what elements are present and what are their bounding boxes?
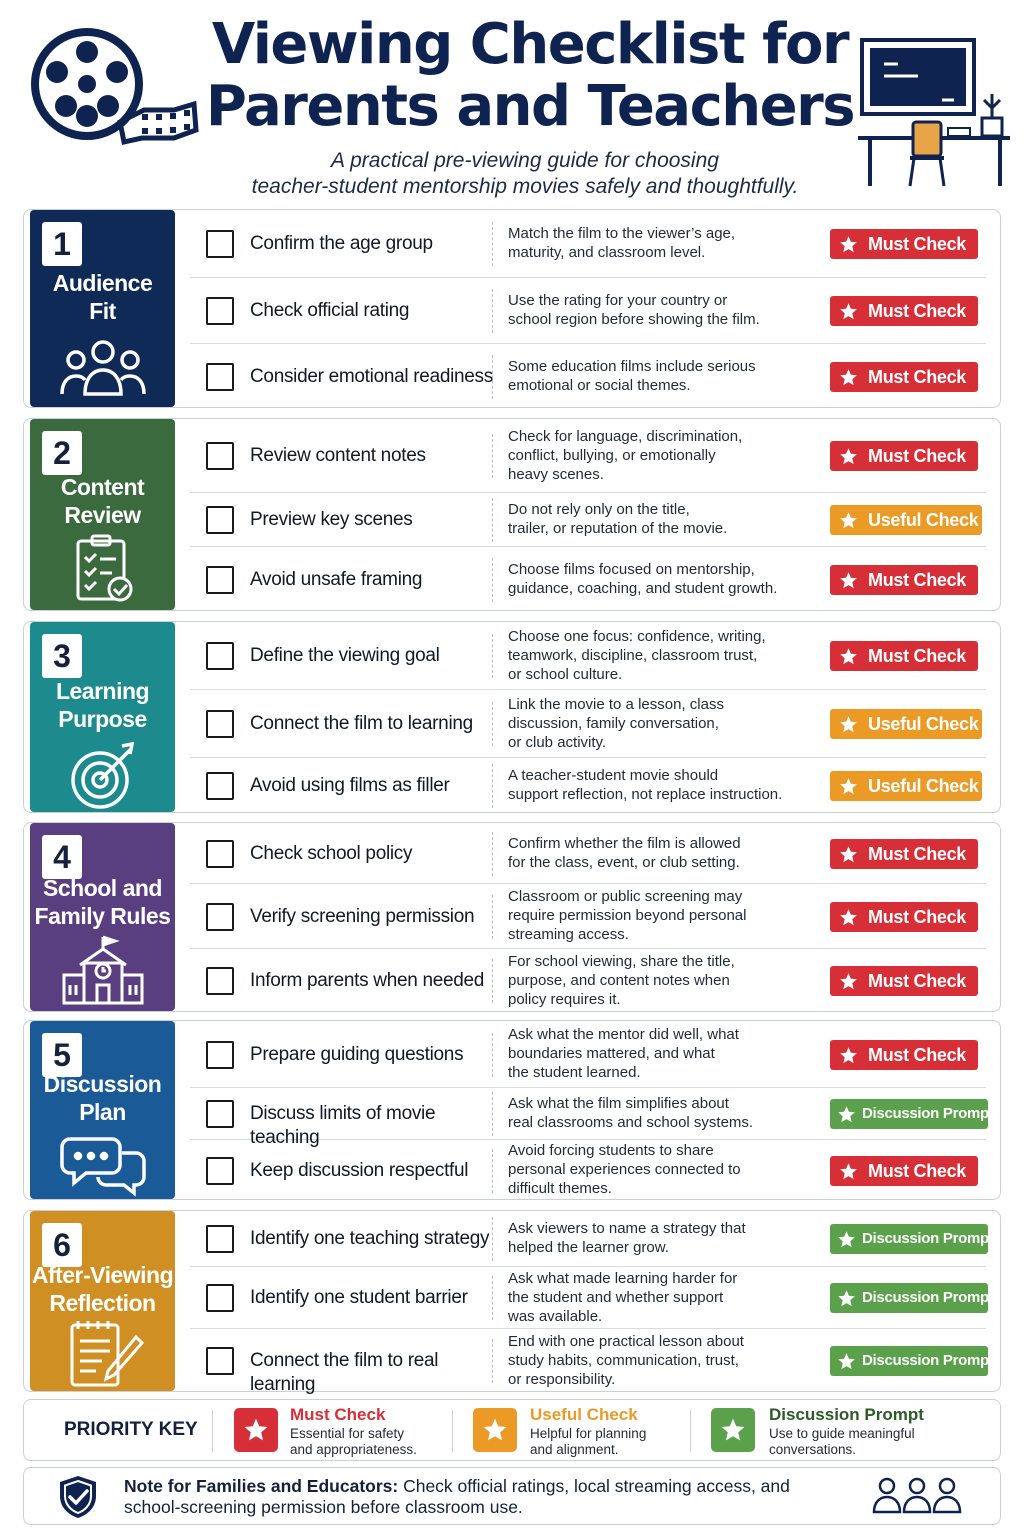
checkbox[interactable] bbox=[206, 1347, 234, 1375]
checkbox[interactable] bbox=[206, 363, 234, 391]
priority-badge bbox=[830, 641, 978, 671]
section-number: 3 bbox=[42, 634, 82, 678]
row-description-line: Confirm whether the film is allowed bbox=[508, 834, 741, 852]
divider bbox=[492, 558, 493, 602]
row-description-line: purpose, and content notes when bbox=[508, 971, 730, 989]
discussion-prompt-key-desc bbox=[769, 1426, 939, 1458]
checklist-row bbox=[190, 1021, 986, 1088]
priority-badge bbox=[830, 709, 982, 739]
priority-badge-label: Must Check bbox=[868, 1160, 967, 1181]
star-icon bbox=[837, 1289, 856, 1308]
checkbox[interactable] bbox=[206, 903, 234, 931]
row-description-line: study habits, communication, trust, bbox=[508, 1351, 739, 1369]
section-title-line: Learning bbox=[55, 678, 150, 704]
row-description bbox=[508, 1269, 808, 1326]
star-icon bbox=[839, 715, 858, 734]
page-subtitle bbox=[180, 148, 870, 200]
priority-badge-label: Useful Check bbox=[868, 776, 979, 796]
checklist-row bbox=[190, 1140, 986, 1201]
section-number: 1 bbox=[42, 222, 82, 266]
row-description-line: Some education films include serious bbox=[508, 357, 756, 375]
section-number: 2 bbox=[42, 431, 82, 475]
row-description bbox=[508, 1332, 808, 1389]
checklist-item-label: Consider emotional readiness bbox=[250, 365, 493, 387]
divider bbox=[690, 1410, 691, 1452]
row-description-line: or school culture. bbox=[508, 665, 623, 683]
row-description-line: Ask what the film simplifies about bbox=[508, 1095, 729, 1112]
checklist-item-label: Avoid using films as filler bbox=[250, 775, 450, 796]
row-description bbox=[508, 224, 808, 262]
checklist-row bbox=[190, 758, 986, 814]
checklist-item-label: Review content notes bbox=[250, 445, 426, 466]
section-title bbox=[30, 269, 175, 325]
checklist-item-label: Check official rating bbox=[250, 300, 410, 321]
checklist-item-label: Preview key scenes bbox=[250, 509, 413, 530]
star-icon bbox=[839, 302, 858, 321]
page-title bbox=[200, 14, 860, 138]
checklist-row bbox=[190, 493, 986, 547]
row-description-line: Ask what made learning harder for bbox=[508, 1269, 738, 1287]
star-icon bbox=[839, 972, 858, 991]
row-description bbox=[508, 500, 808, 538]
key-desc-line: and appropriateness. bbox=[290, 1442, 417, 1457]
divider bbox=[492, 222, 493, 266]
checkbox[interactable] bbox=[206, 297, 234, 325]
row-description-line: streaming access. bbox=[508, 926, 629, 943]
checkbox[interactable] bbox=[206, 442, 234, 470]
section-title-line: Purpose bbox=[58, 706, 147, 732]
priority-badge bbox=[830, 902, 978, 932]
checklist-row bbox=[190, 344, 986, 409]
chat-bubbles-icon bbox=[60, 1127, 146, 1197]
divider bbox=[212, 1410, 213, 1452]
row-description-line: the student learned. bbox=[508, 1064, 641, 1081]
row-description bbox=[508, 357, 808, 395]
checkbox[interactable] bbox=[206, 840, 234, 868]
section-header bbox=[30, 823, 175, 1011]
divider bbox=[492, 1033, 493, 1077]
divider bbox=[492, 895, 493, 939]
divider bbox=[492, 1149, 493, 1193]
row-description bbox=[508, 952, 808, 1009]
row-description bbox=[508, 887, 808, 944]
row-description-line: policy requires it. bbox=[508, 990, 621, 1008]
row-description-line: teamwork, discipline, classroom trust, bbox=[508, 646, 758, 664]
row-description-line: Match the film to the viewer’s age, bbox=[508, 225, 736, 242]
divider bbox=[492, 1276, 493, 1320]
title-line-2: Parents and Teachers bbox=[205, 74, 855, 139]
row-description-line: difficult themes. bbox=[508, 1180, 612, 1197]
people-icon bbox=[60, 338, 146, 408]
section-header bbox=[30, 419, 175, 610]
star-icon bbox=[839, 571, 858, 590]
checkbox[interactable] bbox=[206, 642, 234, 670]
checkbox[interactable] bbox=[206, 1041, 234, 1069]
row-description bbox=[508, 1219, 808, 1257]
row-description-line: Choose films focused on mentorship, bbox=[508, 560, 755, 578]
priority-badge-label: Must Check bbox=[868, 971, 967, 991]
row-description-line: was available. bbox=[508, 1307, 603, 1325]
checkbox[interactable] bbox=[206, 710, 234, 738]
section-title-line: After-Viewing bbox=[31, 1262, 174, 1288]
priority-badge-label: Must Check bbox=[868, 906, 967, 927]
divider bbox=[452, 1410, 453, 1452]
row-description bbox=[508, 1141, 808, 1198]
priority-badge-label: Discussion Prompt bbox=[862, 1352, 994, 1369]
section-title-line: Review bbox=[64, 502, 141, 528]
priority-badge bbox=[830, 229, 978, 259]
row-description-line: End with one practical lesson about bbox=[508, 1332, 744, 1350]
priority-badge-label: Discussion Prompt bbox=[862, 1105, 994, 1122]
priority-badge bbox=[830, 771, 982, 801]
checklist-row bbox=[190, 278, 986, 344]
priority-badge bbox=[830, 839, 978, 869]
row-description-line: or responsibility. bbox=[508, 1370, 616, 1388]
section-number: 4 bbox=[42, 835, 82, 879]
priority-badge-label: Must Check bbox=[868, 366, 967, 387]
section-4 bbox=[23, 822, 1001, 1012]
priority-badge bbox=[830, 1283, 994, 1313]
priority-badge-label: Must Check bbox=[868, 1044, 967, 1065]
row-description-line: conflict, bullying, or emotionally bbox=[508, 446, 716, 464]
checklist-item-label: Connect the film to real learning bbox=[250, 1350, 439, 1395]
section-header bbox=[30, 622, 175, 812]
row-description-line: For school viewing, share the title, bbox=[508, 952, 735, 970]
divider bbox=[492, 289, 493, 333]
priority-badge-label: Discussion Prompt bbox=[862, 1230, 994, 1247]
row-description-line: guidance, coaching, and student growth. bbox=[508, 579, 778, 597]
section-1 bbox=[23, 209, 1001, 408]
priority-key-label: PRIORITY KEY bbox=[64, 1419, 198, 1440]
row-description-line: maturity, and classroom level. bbox=[508, 244, 706, 261]
priority-badge-label: Useful Check bbox=[868, 714, 979, 734]
checkbox[interactable] bbox=[206, 506, 234, 534]
row-description bbox=[508, 1025, 808, 1082]
priority-badge bbox=[830, 966, 978, 996]
row-description-line: support reflection, not replace instruction. bbox=[508, 786, 783, 803]
divider bbox=[492, 355, 493, 399]
row-description-line: Choose one focus: confidence, writing, bbox=[508, 627, 766, 645]
key-desc-line: and alignment. bbox=[530, 1442, 619, 1457]
subtitle-line-2: teacher-student mentorship movies safely and thoughtfully. bbox=[251, 175, 799, 198]
section-title bbox=[30, 874, 175, 930]
priority-badge bbox=[830, 296, 978, 326]
checkbox[interactable] bbox=[206, 967, 234, 995]
checklist-row bbox=[190, 823, 986, 884]
priority-badge bbox=[830, 565, 978, 595]
checkbox[interactable] bbox=[206, 230, 234, 258]
note-label: Note for Families and Educators: bbox=[124, 1476, 399, 1496]
star-icon bbox=[720, 1417, 746, 1443]
priority-badge-label: Useful Check bbox=[868, 510, 979, 530]
priority-badge-label: Must Check bbox=[868, 843, 967, 864]
priority-badge-label: Discussion Prompt bbox=[862, 1289, 994, 1306]
divider bbox=[492, 832, 493, 876]
star-icon bbox=[839, 647, 858, 666]
row-description bbox=[508, 560, 808, 598]
star-icon bbox=[837, 1105, 856, 1124]
row-description-line: Do not rely only on the title, bbox=[508, 501, 690, 518]
checklist-row bbox=[190, 419, 986, 493]
people-group-icon bbox=[872, 1476, 962, 1518]
key-desc-line: Essential for safety bbox=[290, 1426, 405, 1441]
star-icon bbox=[839, 447, 858, 466]
checklist-item-label: Inform parents when needed bbox=[250, 970, 485, 991]
priority-badge-label: Must Check bbox=[868, 646, 967, 666]
section-title bbox=[30, 677, 175, 733]
note-body: Check official ratings, local streaming access, and school-screening permission before classroom use. bbox=[124, 1476, 790, 1517]
key-desc-line: Use to guide meaningful bbox=[769, 1426, 915, 1441]
title-line-1: Viewing Checklist for bbox=[211, 12, 849, 77]
section-header bbox=[30, 210, 175, 407]
checklist-row bbox=[190, 622, 986, 690]
star-icon bbox=[839, 511, 858, 530]
checklist-item-label: Keep discussion respectful bbox=[250, 1159, 469, 1181]
priority-badge bbox=[830, 505, 982, 535]
checkbox[interactable] bbox=[206, 772, 234, 800]
checklist-row bbox=[190, 1088, 994, 1148]
checkbox[interactable] bbox=[206, 1284, 234, 1312]
row-description-line: Classroom or public screening may bbox=[508, 888, 743, 905]
section-title-line: Fit bbox=[89, 298, 116, 324]
priority-badge-label: Must Check bbox=[868, 301, 967, 321]
section-title-line: Reflection bbox=[49, 1290, 156, 1316]
section-title-line: Plan bbox=[79, 1099, 126, 1125]
divider bbox=[492, 702, 493, 746]
star-icon bbox=[837, 1352, 856, 1371]
priority-badge-label: Must Check bbox=[868, 569, 967, 590]
star-icon bbox=[837, 1230, 856, 1249]
key-desc-line: conversations. bbox=[769, 1442, 857, 1457]
section-title bbox=[30, 1070, 175, 1126]
section-3 bbox=[23, 621, 1001, 813]
divider bbox=[492, 498, 493, 542]
row-description-line: personal experiences connected to bbox=[508, 1161, 741, 1178]
checklist-row bbox=[190, 1211, 994, 1267]
priority-badge bbox=[830, 441, 978, 471]
checklist-item-label: Confirm the age group bbox=[250, 233, 433, 254]
must-check-key-desc bbox=[290, 1426, 460, 1458]
checkbox[interactable] bbox=[206, 1225, 234, 1253]
star-icon bbox=[839, 908, 858, 927]
divider bbox=[492, 764, 493, 808]
row-description bbox=[508, 695, 808, 752]
checklist-item-label: Define the viewing goal bbox=[250, 645, 440, 666]
checklist-item-label: Connect the film to learning bbox=[250, 713, 473, 734]
row-description-line: Use the rating for your country or bbox=[508, 292, 728, 309]
header bbox=[0, 0, 1024, 205]
useful-check-key-icon bbox=[473, 1408, 517, 1452]
divider bbox=[492, 1339, 493, 1383]
row-description-line: require permission beyond personal bbox=[508, 907, 747, 924]
row-description-line: Check for language, discrimination, bbox=[508, 427, 743, 445]
section-header bbox=[30, 1211, 175, 1391]
row-description-line: for the class, event, or club setting. bbox=[508, 853, 740, 871]
row-description bbox=[508, 627, 808, 684]
useful-check-key-title: Useful Check bbox=[530, 1405, 638, 1424]
row-description-line: or club activity. bbox=[508, 733, 607, 751]
priority-badge bbox=[830, 1224, 994, 1254]
checklist-item-label: Verify screening permission bbox=[250, 905, 475, 927]
priority-badge bbox=[830, 1346, 994, 1376]
shield-check-icon bbox=[56, 1474, 100, 1520]
note-box bbox=[23, 1467, 1001, 1525]
priority-badge-label: Must Check bbox=[868, 234, 967, 254]
checklist-row bbox=[190, 884, 986, 949]
star-icon bbox=[839, 1162, 858, 1181]
discussion-prompt-key-title: Discussion Prompt bbox=[769, 1405, 924, 1424]
star-icon bbox=[839, 777, 858, 796]
checklist-item-label: Avoid unsafe framing bbox=[250, 568, 423, 590]
row-description bbox=[508, 1094, 808, 1132]
section-title-line: Family Rules bbox=[34, 903, 171, 929]
target-icon bbox=[60, 740, 146, 810]
section-title bbox=[30, 473, 175, 529]
row-description-line: real classrooms and school systems. bbox=[508, 1114, 754, 1131]
row-description-line: the student and whether support bbox=[508, 1288, 724, 1306]
priority-badge bbox=[830, 1099, 994, 1129]
row-description bbox=[508, 766, 808, 804]
checklist-item-label: Prepare guiding questions bbox=[250, 1043, 464, 1065]
section-title-line: School and bbox=[43, 875, 162, 901]
star-icon bbox=[839, 368, 858, 387]
priority-badge bbox=[830, 1040, 978, 1070]
checklist-row bbox=[190, 1267, 994, 1329]
section-title-line: Content bbox=[60, 474, 145, 500]
row-description-line: trailer, or reputation of the movie. bbox=[508, 520, 728, 537]
checklist-row bbox=[190, 1329, 994, 1395]
row-description bbox=[508, 427, 808, 484]
row-description bbox=[508, 291, 808, 329]
useful-check-key-desc bbox=[530, 1426, 700, 1458]
star-icon bbox=[839, 845, 858, 864]
checklist-row bbox=[190, 547, 986, 612]
priority-key bbox=[23, 1399, 1001, 1461]
priority-badge bbox=[830, 1156, 978, 1186]
divider bbox=[492, 434, 493, 478]
section-6 bbox=[23, 1210, 1001, 1395]
section-5 bbox=[23, 1020, 1001, 1200]
star-icon bbox=[839, 235, 858, 254]
row-description-line: Avoid forcing students to share bbox=[508, 1142, 714, 1159]
film-reel-icon bbox=[24, 22, 199, 147]
section-title-line: Audience bbox=[52, 270, 153, 296]
checklist-row bbox=[190, 690, 986, 758]
row-description-line: heavy scenes. bbox=[508, 465, 604, 483]
checklist-item-label: Identify one student barrier bbox=[250, 1287, 468, 1308]
note-text bbox=[124, 1476, 844, 1518]
row-description-line: Link the movie to a lesson, class bbox=[508, 695, 724, 713]
section-title bbox=[30, 1261, 175, 1317]
clipboard-check-icon bbox=[60, 533, 146, 603]
priority-badge bbox=[830, 362, 978, 392]
checkbox[interactable] bbox=[206, 566, 234, 594]
classroom-icon bbox=[858, 34, 1013, 194]
row-description-line: school region before showing the film. bbox=[508, 311, 760, 328]
row-description bbox=[508, 834, 808, 872]
row-description-line: Ask what the mentor did well, what bbox=[508, 1026, 739, 1043]
row-description-line: discussion, family conversation, bbox=[508, 714, 719, 732]
notepad-pen-icon bbox=[60, 1319, 146, 1389]
checklist-item-label: Discuss limits of movie teaching bbox=[250, 1103, 436, 1148]
checklist-row bbox=[190, 949, 986, 1013]
section-number: 6 bbox=[42, 1223, 82, 1267]
must-check-key-icon bbox=[234, 1408, 278, 1452]
row-description-line: emotional or social themes. bbox=[508, 376, 691, 394]
must-check-key-title: Must Check bbox=[290, 1405, 386, 1424]
star-icon bbox=[243, 1417, 269, 1443]
checkbox[interactable] bbox=[206, 1157, 234, 1185]
divider bbox=[492, 959, 493, 1003]
section-2 bbox=[23, 418, 1001, 611]
star-icon bbox=[482, 1417, 508, 1443]
checkbox[interactable] bbox=[206, 1100, 234, 1128]
priority-badge-label: Must Check bbox=[868, 446, 967, 466]
row-description-line: A teacher-student movie should bbox=[508, 767, 719, 784]
checklist-row bbox=[190, 210, 986, 278]
section-title-line: Discussion bbox=[43, 1071, 162, 1097]
school-icon bbox=[60, 935, 146, 1005]
section-number: 5 bbox=[42, 1033, 82, 1077]
divider bbox=[492, 634, 493, 678]
row-description-line: Ask viewers to name a strategy that bbox=[508, 1220, 746, 1237]
star-icon bbox=[839, 1046, 858, 1065]
key-desc-line: Helpful for planning bbox=[530, 1426, 647, 1441]
checklist-item-label: Check school policy bbox=[250, 842, 413, 864]
divider bbox=[492, 1217, 493, 1261]
divider bbox=[492, 1092, 493, 1136]
discussion-prompt-key-icon bbox=[711, 1408, 755, 1452]
row-description-line: boundaries mattered, and what bbox=[508, 1045, 715, 1062]
subtitle-line-1: A practical pre-viewing guide for choosing bbox=[331, 149, 719, 172]
row-description-line: helped the learner grow. bbox=[508, 1239, 669, 1256]
section-header bbox=[30, 1021, 175, 1199]
checklist-item-label: Identify one teaching strategy bbox=[250, 1228, 490, 1249]
